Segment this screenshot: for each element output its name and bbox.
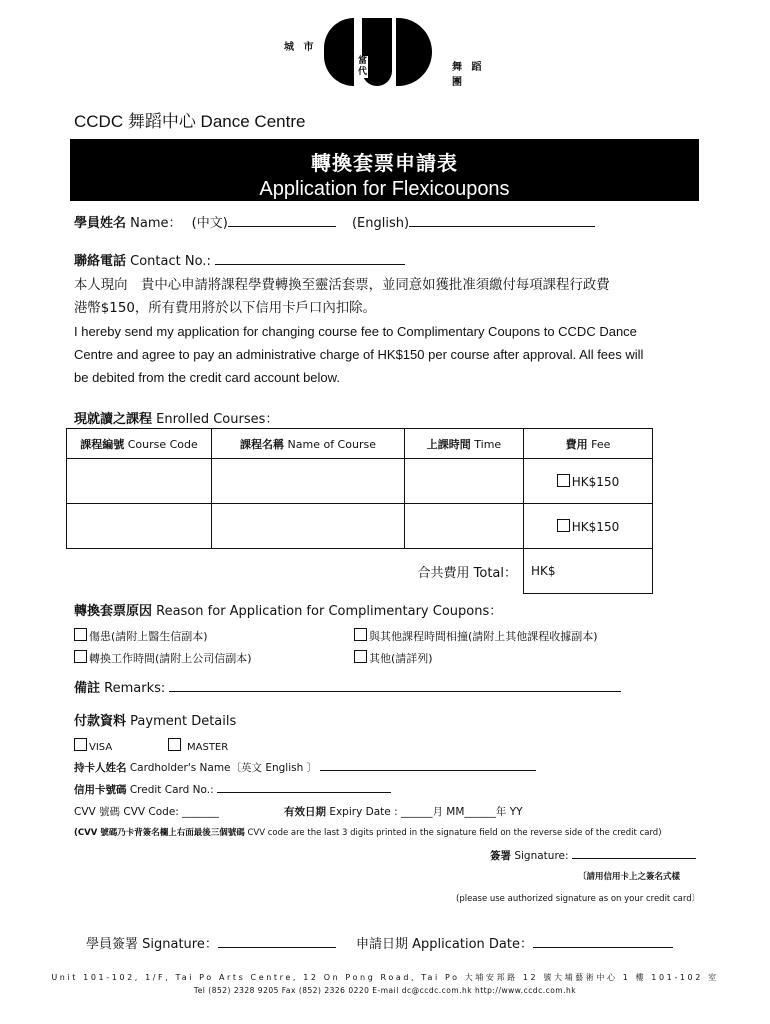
table-row (67, 459, 653, 504)
cardholder-row (74, 760, 536, 775)
reason-option-other[interactable] (354, 650, 433, 666)
name-chinese-label: (中文) (191, 216, 228, 231)
form-title-banner (70, 139, 699, 201)
cvv-note (74, 826, 662, 838)
visa-label: VISA (89, 742, 113, 753)
fee-cell (524, 459, 653, 504)
name-english-label: (English) (351, 216, 410, 231)
card-signature-row (490, 848, 696, 863)
cvv-label-zh: CVV 號碼 (74, 806, 121, 818)
fee-cell (524, 504, 653, 549)
fee-value: HK$150 (571, 474, 620, 489)
master-label: MASTER (187, 742, 229, 753)
reason-option-label: 與其他課程時間相撞(請附上其他課程收據副本) (369, 630, 598, 643)
col-course-name: 課程名稱 Name of Course (212, 429, 405, 459)
cardholder-label-en: Cardholder's Name〔英文 English 〕 (126, 762, 318, 774)
remarks-input[interactable] (169, 679, 621, 692)
courses-header-row (67, 429, 653, 459)
reason-heading (74, 600, 502, 619)
expiry-label-en[interactable]: Expiry Date : ______月 MM______年 YY (326, 806, 523, 818)
signature-note-zh: 〔請用信用卡上之簽名式樣 (578, 872, 681, 882)
expiry-row (284, 804, 523, 819)
payment-heading-zh: 付款資料 (74, 714, 127, 729)
logo-shape-left (324, 18, 354, 86)
form-title-zh: 轉換套票申請表 (311, 151, 458, 175)
logo-text-top: 城 市 (284, 42, 317, 53)
cvv-note-en: CVV code are the last 3 digits printed in the signature field on the reverse side of the credit card) (244, 828, 662, 838)
enrolled-heading-en: Enrolled Courses： (152, 412, 279, 427)
course-code-cell[interactable] (67, 459, 212, 504)
name-english-input[interactable] (409, 214, 595, 227)
master-option[interactable] (168, 738, 228, 753)
fee-checkbox[interactable] (557, 519, 570, 532)
enrolled-heading (74, 408, 278, 427)
declaration-zh-line1: 本人現向 貴中心申請將課程學費轉換至靈活套票，並同意如獲批准須繳付每項課程行政費 (74, 278, 610, 293)
col-fee: 費用 Fee (524, 429, 653, 459)
centre-name: CCDC 舞蹈中心 Dance Centre (74, 112, 306, 131)
fee-checkbox[interactable] (557, 474, 570, 487)
application-date-input[interactable] (533, 935, 673, 948)
payment-heading-en: Payment Details (126, 714, 237, 729)
visa-checkbox[interactable] (74, 738, 87, 751)
visa-option[interactable] (74, 738, 112, 753)
enrolled-heading-zh: 現就讀之課程 (74, 412, 153, 427)
cvv-note-zh: (CVV 號碼乃卡背簽名欄上右面最後三個號碼 (74, 828, 245, 838)
expiry-label-zh: 有效日期 (284, 806, 326, 818)
logo-shape-right (396, 18, 432, 86)
form-title-en: Application for Flexicoupons (259, 178, 510, 200)
remarks-label-zh: 備註 (74, 681, 101, 696)
fee-value: HK$150 (571, 519, 620, 534)
reason-option-injury[interactable] (74, 628, 208, 644)
card-signature-label-en: Signature: (511, 850, 569, 862)
name-label-zh: 學員姓名 (74, 216, 127, 231)
remarks-row (74, 677, 621, 696)
contact-label-en: Contact No.: (126, 254, 211, 269)
course-time-cell[interactable] (405, 504, 524, 549)
reason-checkbox[interactable] (74, 628, 87, 641)
col-course-code: 課程編號 Course Code (67, 429, 212, 459)
course-name-cell[interactable] (212, 459, 405, 504)
cvv-label-en[interactable]: CVV Code: _______ (120, 806, 219, 818)
total-row (67, 549, 653, 594)
card-signature-label-zh: 簽署 (490, 850, 511, 862)
col-time: 上課時間 Time (405, 429, 524, 459)
card-no-label-en: Credit Card No.: (126, 784, 214, 796)
logo-text-right: 舞 蹈 團 (452, 62, 485, 88)
course-code-cell[interactable] (67, 504, 212, 549)
name-chinese-input[interactable] (228, 214, 336, 227)
declaration-en-line2: Centre and agree to pay an administrative charge of HK$150 per course after approval. All fees will (74, 347, 644, 362)
declaration-zh-line2: 港幣$150，所有費用將於以下信用卡戶口內扣除。 (74, 301, 376, 316)
reason-checkbox[interactable] (354, 650, 367, 663)
card-signature-input[interactable] (572, 849, 696, 859)
declaration-en-line3: be debited from the credit card account below. (74, 370, 340, 385)
contact-label-zh: 聯絡電話 (74, 254, 127, 269)
reason-checkbox[interactable] (74, 650, 87, 663)
courses-table (66, 428, 653, 594)
master-checkbox[interactable] (168, 738, 181, 751)
name-row (74, 212, 595, 231)
contact-input[interactable] (215, 252, 405, 265)
student-signature-input[interactable] (218, 935, 336, 948)
reason-heading-zh: 轉換套票原因 (74, 604, 153, 619)
application-date-row (356, 933, 673, 952)
card-no-input[interactable] (217, 783, 391, 793)
declaration-en-line1: I hereby send my application for changing course fee to Complimentary Coupons to CCDC Dance (74, 324, 637, 339)
table-row (67, 504, 653, 549)
reason-checkbox[interactable] (354, 628, 367, 641)
student-signature-label: 學員簽署 Signature： (86, 937, 218, 952)
footer-contact: Tel (852) 2328 9205 Fax (852) 2326 0220 E-mail dc@ccdc.com.hk http://www.ccdc.com.hk (193, 986, 577, 995)
remarks-label-en: Remarks: (100, 681, 166, 696)
course-time-cell[interactable] (405, 459, 524, 504)
reason-option-clash[interactable] (354, 628, 598, 644)
declaration (74, 274, 704, 389)
cvv-row (74, 804, 219, 819)
reason-option-label: 傷患(請附上醫生信副本) (89, 630, 208, 643)
application-date-label: 申請日期 Application Date： (356, 937, 533, 952)
reason-heading-en: Reason for Application for Complimentary Coupons： (152, 604, 503, 619)
course-name-cell[interactable] (212, 504, 405, 549)
logo-text-mid: 當 代 (358, 56, 368, 77)
cardholder-input[interactable] (320, 761, 536, 771)
cardholder-label-zh: 持卡人姓名 (74, 762, 127, 774)
total-label: 合共費用 Total： (417, 565, 517, 581)
payment-heading (74, 710, 236, 729)
reason-option-label: 轉換工作時間(請附上公司信副本) (89, 652, 252, 665)
reason-option-label: 其他(請詳列) (369, 652, 433, 665)
contact-row (74, 250, 405, 269)
card-no-label-zh: 信用卡號碼 (74, 784, 127, 796)
card-no-row (74, 782, 391, 797)
footer-address: Unit 101-102, 1/F, Tai Po Arts Centre, 12 On Pong Road, Tai Po 大埔安邦路 12 號大埔藝術中心 1 樓 101-102 室 (51, 973, 719, 982)
logo (276, 14, 496, 90)
reason-option-work[interactable] (74, 650, 252, 666)
student-signature-row (86, 933, 336, 952)
total-value[interactable]: HK$ (524, 549, 653, 594)
name-label-en: Name： (126, 216, 182, 231)
signature-note-en: (please use authorized signature as on your credit card〕 (456, 894, 701, 904)
